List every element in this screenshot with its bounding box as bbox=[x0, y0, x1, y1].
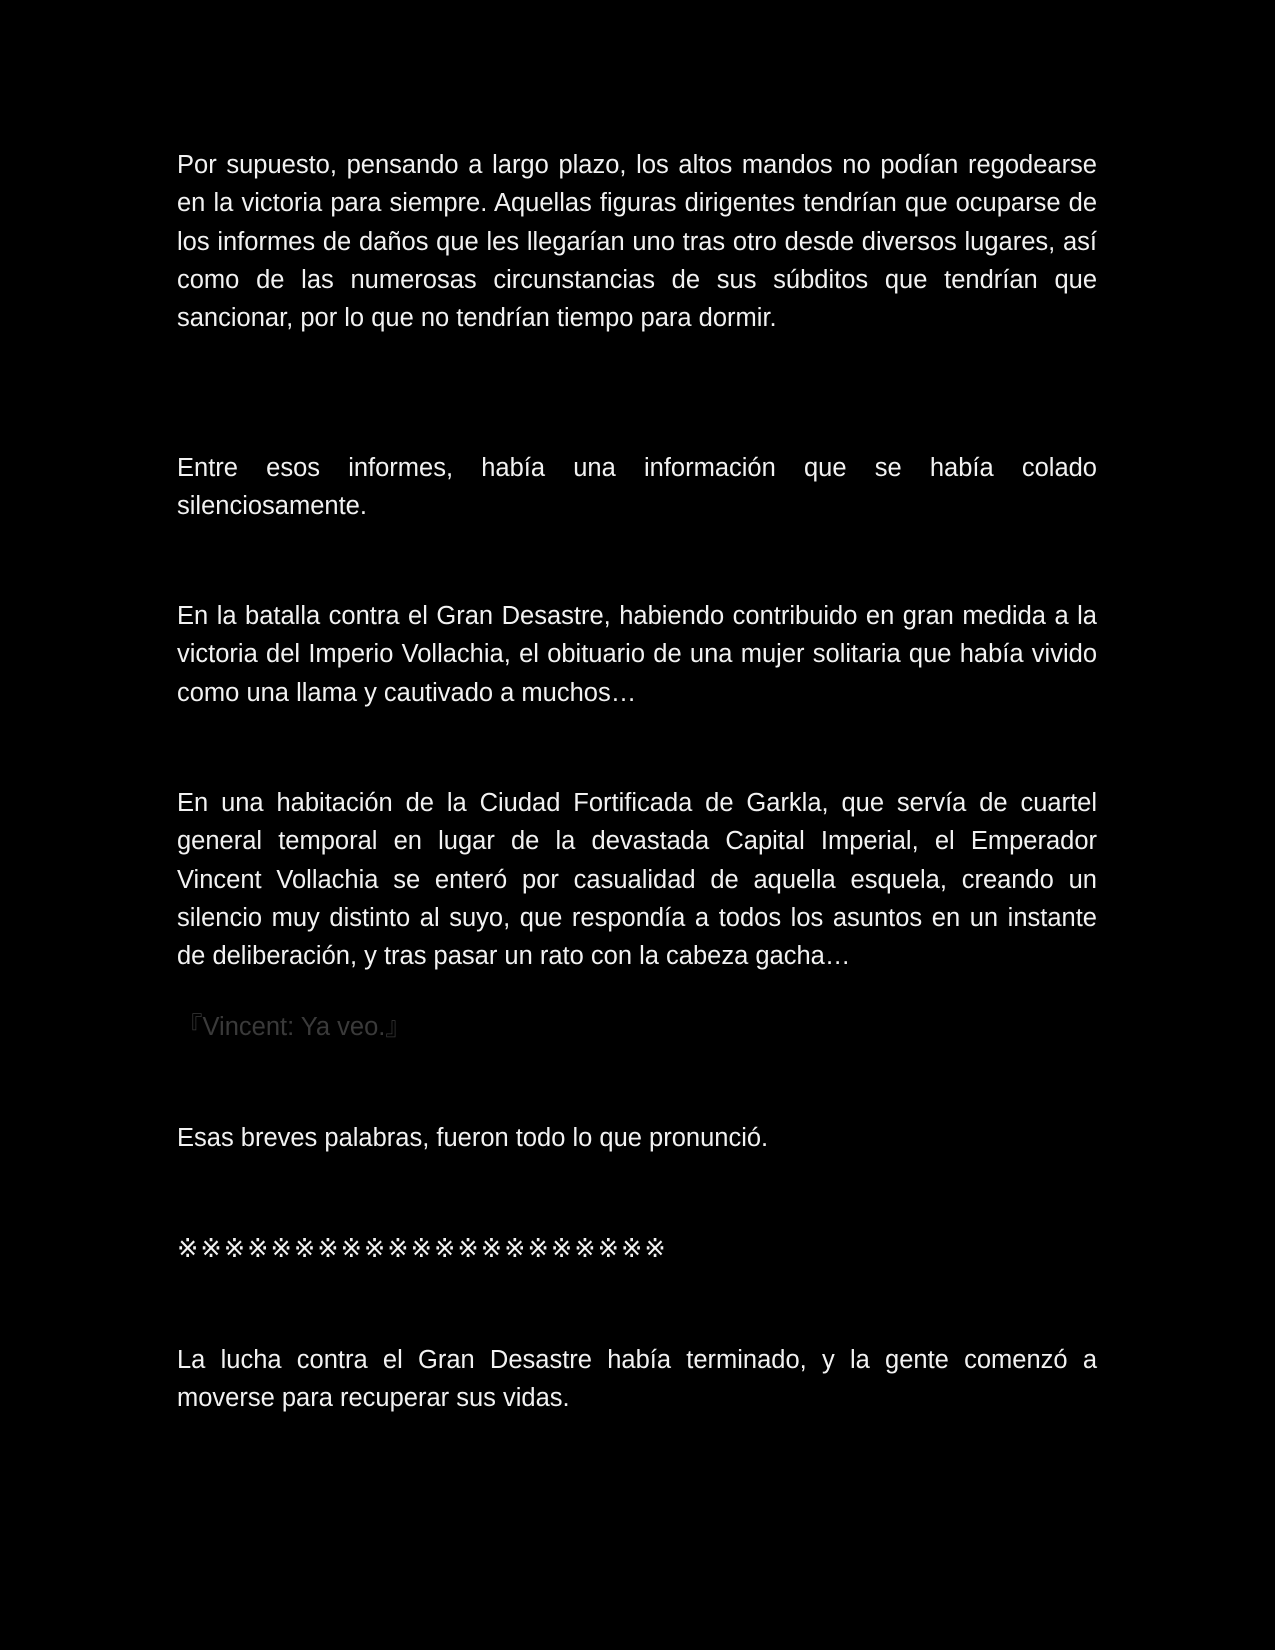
paragraph-3: En la batalla contra el Gran Desastre, habiendo contribuido en gran medida a la victoria del Imperio Vollachia, el obituario de una mujer solitaria que había vivido como una llama y cautivado a muchos… bbox=[177, 602, 1097, 707]
paragraph-8: La lucha contra el Gran Desastre había terminado, y la gente comenzó a moverse para recuperar sus vidas. bbox=[177, 1346, 1097, 1413]
paragraph-2: Entre esos informes, había una información que se había colado silenciosamente. bbox=[177, 454, 1097, 521]
dialogue-line: 『Vincent: Ya veo.』 bbox=[177, 1013, 411, 1041]
section-divider: ※※※※※※※※※※※※※※※※※※※※※ bbox=[177, 1235, 668, 1263]
paragraph-4: En una habitación de la Ciudad Fortificada de Garkla, que servía de cuartel general temporal en lugar de la devastada Capital Imperial, el Emperador Vincent Vollachia se enteró por casualidad de aquella esquela, creando un silencio muy distinto al suyo, que respondía a todos los asuntos en un instante de deliberación, y tras pasar un rato con la cabeza gacha… bbox=[177, 789, 1097, 971]
paragraph-1: Por supuesto, pensando a largo plazo, los altos mandos no podían regodearse en la victoria para siempre. Aquellas figuras dirigentes tendrían que ocuparse de los informes de daños que les llegarían uno tras otro desde diversos lugares, así como de las numerosas circunstancias de sus súbditos que tendrían que sancionar, por lo que no tendrían tiempo para dormir. bbox=[177, 151, 1097, 333]
paragraph-6: Esas breves palabras, fueron todo lo que pronunció. bbox=[177, 1124, 769, 1152]
